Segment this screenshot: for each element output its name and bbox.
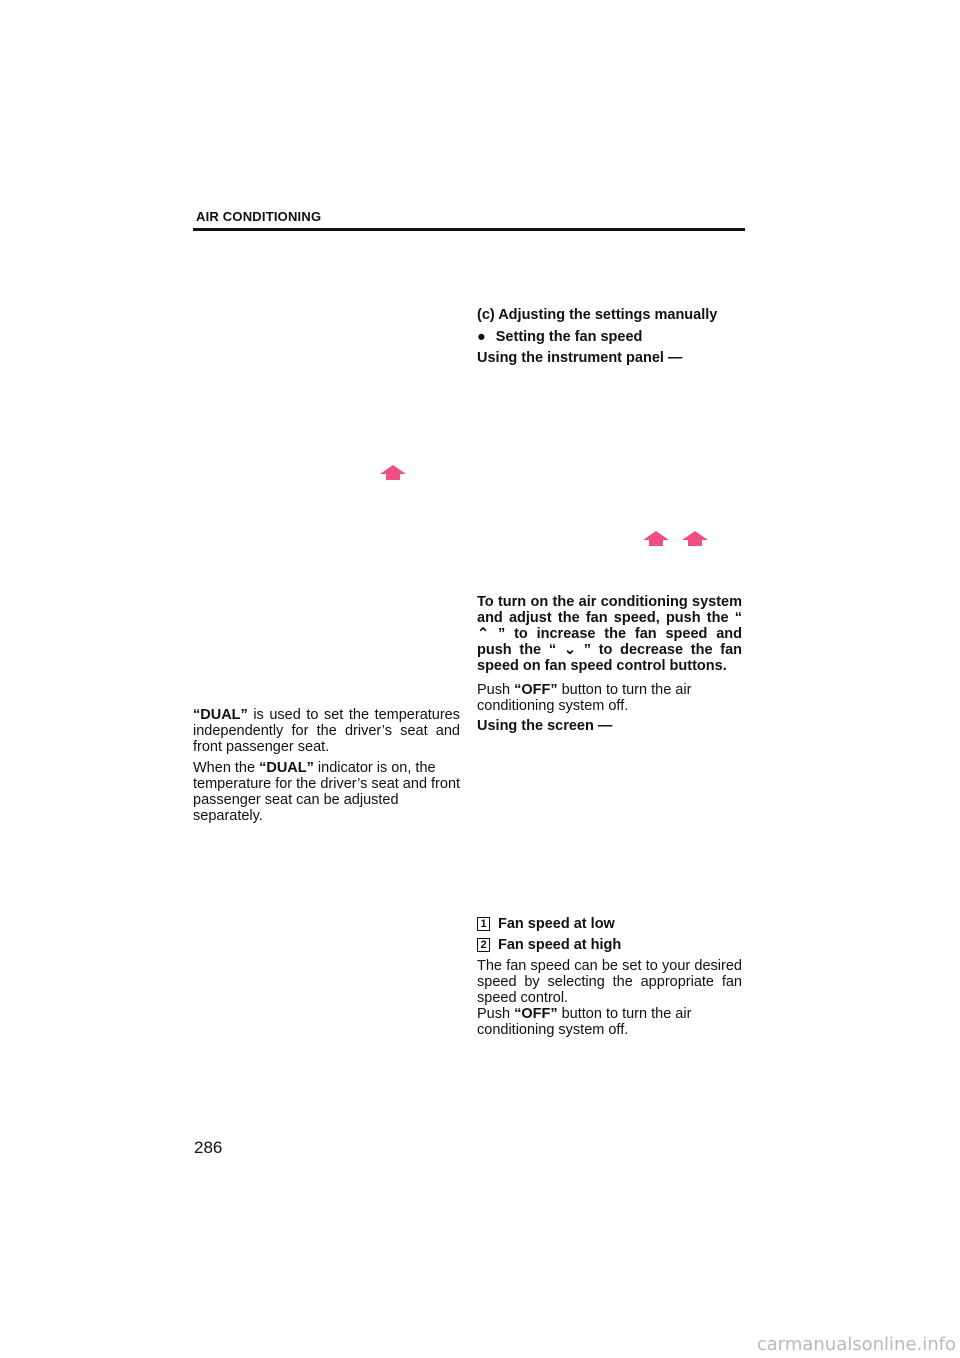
dual-indicator-text: indicator is on, the temperature for the driver’s seat and front passenger seat can be adjusted separately. xyxy=(193,760,461,824)
off-term: “OFF” xyxy=(514,1006,558,1022)
legend-label: Fan speed at low xyxy=(498,916,615,932)
legend-label: Fan speed at high xyxy=(498,937,622,953)
instrument-panel-heading: Using the instrument panel — xyxy=(477,350,683,366)
dual-term: “DUAL” xyxy=(193,707,248,723)
dual-indicator-description xyxy=(193,760,463,824)
dual-indicator-term: “DUAL” xyxy=(259,760,314,776)
bullet-heading-text: Setting the fan speed xyxy=(495,329,643,345)
off-note-text: button to turn the air conditioning system off. xyxy=(477,1006,692,1038)
section-header-title: AIR CONDITIONING xyxy=(196,209,322,224)
header-rule xyxy=(193,228,745,231)
dual-description-text: is used to set the temperatures independently for the driver’s seat and front passenger seat. xyxy=(193,707,460,755)
pointer-arrow-icon xyxy=(643,531,669,546)
section-heading: (c) Adjusting the settings manually xyxy=(477,307,718,323)
screen-heading: Using the screen — xyxy=(477,718,613,734)
bullet-icon: ● xyxy=(477,329,486,345)
off-note-prefix: Push xyxy=(477,682,515,698)
pointer-arrow-icon xyxy=(380,465,406,480)
off-note-panel xyxy=(477,682,742,714)
legend-item-high xyxy=(477,937,747,953)
bullet-heading xyxy=(477,329,747,345)
pointer-arrow-icon xyxy=(682,531,708,546)
legend-number-box: 2 xyxy=(477,938,490,952)
legend-item-low xyxy=(477,916,747,932)
dual-indicator-prefix: When the xyxy=(193,760,260,776)
legend-number-box: 1 xyxy=(477,917,490,931)
fan-speed-instruction: To turn on the air conditioning system and adjust the fan speed, push the “ ⌃ ” to increase the fan speed and push the “ ⌄ ” to decrease the fan speed on fan speed control buttons. xyxy=(477,594,742,674)
off-note-prefix: Push xyxy=(477,1006,515,1022)
fan-speed-description: The fan speed can be set to your desired speed by selecting the appropriate fan speed control. xyxy=(477,958,742,1006)
off-note-text: button to turn the air conditioning system off. xyxy=(477,682,692,714)
off-term: “OFF” xyxy=(514,682,558,698)
page-number: 286 xyxy=(194,1138,223,1157)
off-note-screen xyxy=(477,1006,742,1038)
watermark: carmanualsonline.info xyxy=(756,1334,956,1355)
dual-description xyxy=(193,707,460,755)
